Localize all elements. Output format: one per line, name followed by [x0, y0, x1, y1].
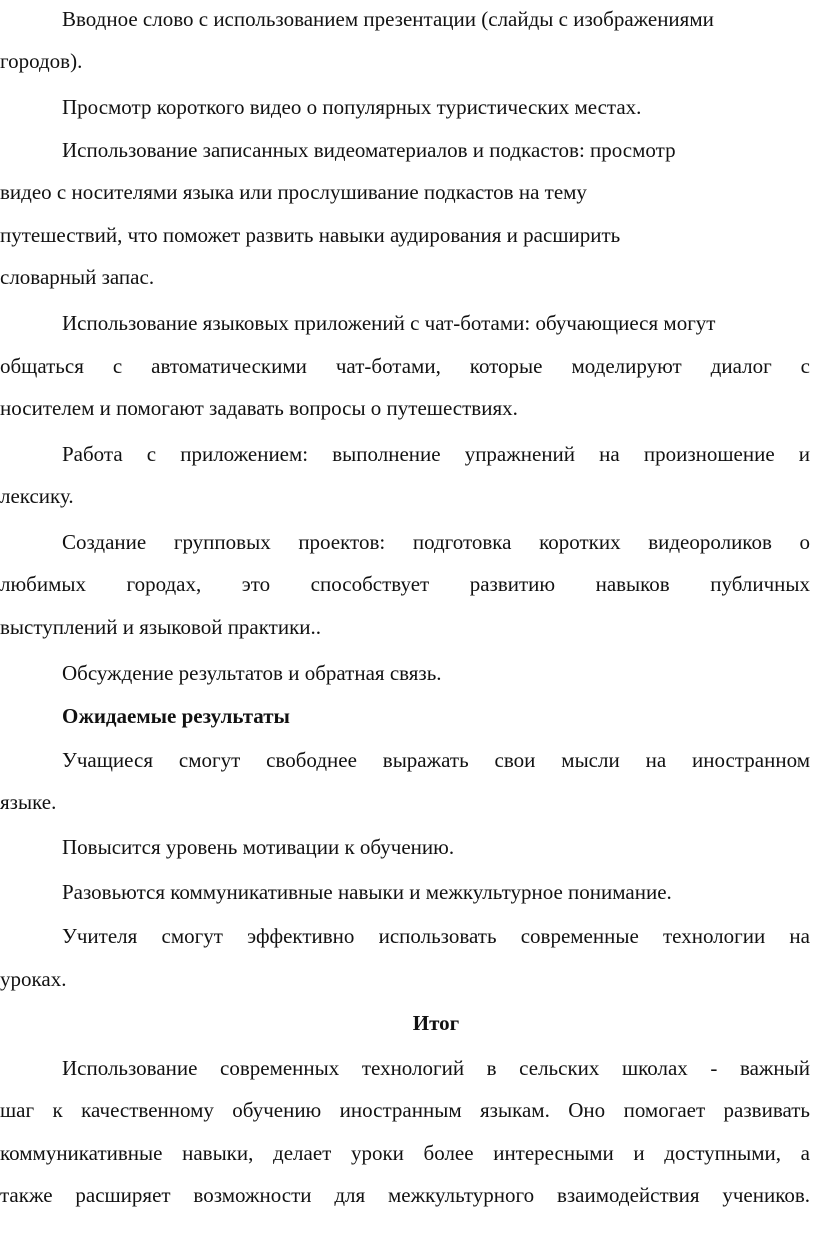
paragraph-line: Разовьются коммуникативные навыки и межкультурное понимание.: [62, 880, 672, 904]
paragraph-line: видео с носителями языка или прослушивание подкастов на тему: [0, 180, 587, 204]
paragraph-line: любимых городах, это способствует развитию навыков публичных: [0, 572, 810, 596]
paragraph-line: Просмотр короткого видео о популярных туристических местах.: [62, 95, 642, 119]
section-heading: Ожидаемые результаты: [62, 704, 290, 728]
paragraph-line: Повысится уровень мотивации к обучению.: [62, 835, 455, 859]
paragraph-line: Учителя смогут эффективно использовать современные технологии на: [62, 924, 810, 948]
paragraph-line: общаться с автоматическими чат-ботами, которые моделируют диалог с: [0, 354, 810, 378]
paragraph-line: также расширяет возможности для межкультурного взаимодействия учеников.: [0, 1183, 810, 1207]
paragraph-line: коммуникативные навыки, делает уроки более интересными и доступными, а: [0, 1141, 810, 1165]
paragraph-line: языке.: [0, 790, 57, 814]
paragraph-line: шаг к качественному обучению иностранным языкам. Оно помогает развивать: [0, 1098, 810, 1122]
paragraph-line: Вводное слово с использованием презентации (слайды с изображениями: [62, 7, 714, 31]
section-title: Итог: [412, 1011, 460, 1035]
paragraph-line: носителем и помогают задавать вопросы о путешествиях.: [0, 396, 518, 420]
paragraph-line: Использование записанных видеоматериалов и подкастов: просмотр: [62, 138, 676, 162]
paragraph-line: Обсуждение результатов и обратная связь.: [62, 661, 442, 685]
paragraph-line: Учащиеся смогут свободнее выражать свои мысли на иностранном: [62, 748, 810, 772]
paragraph-line: Использование языковых приложений с чат-ботами: обучающиеся могут: [62, 311, 716, 335]
paragraph-line: городов).: [0, 49, 83, 73]
paragraph-line: уроках.: [0, 967, 67, 991]
paragraph-line: Работа с приложением: выполнение упражнений на произношение и: [62, 442, 810, 466]
paragraph-line: Создание групповых проектов: подготовка коротких видеороликов о: [62, 530, 810, 554]
paragraph-line: путешествий, что поможет развить навыки аудирования и расширить: [0, 223, 621, 247]
paragraph-line: Использование современных технологий в сельских школах - важный: [62, 1056, 810, 1080]
paragraph-line: словарный запас.: [0, 265, 155, 289]
paragraph-line: выступлений и языковой практики..: [0, 615, 322, 639]
paragraph-line: лексику.: [0, 484, 74, 508]
